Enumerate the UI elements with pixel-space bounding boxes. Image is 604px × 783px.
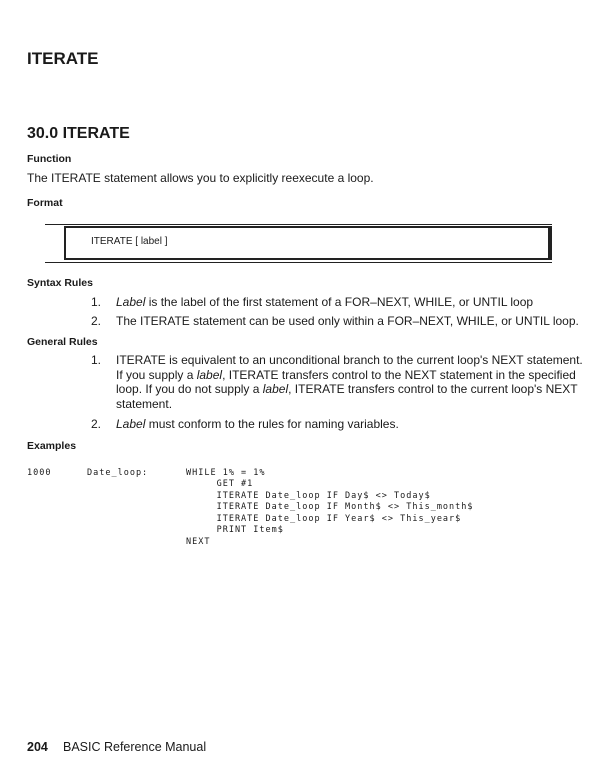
- item-number: 1.: [91, 295, 102, 309]
- function-heading: Function: [27, 153, 72, 165]
- rule-text: must conform to the rules for naming variables.: [145, 417, 399, 431]
- manual-title: BASIC Reference Manual: [62, 740, 207, 754]
- example-loop-label: Date_loop:: [87, 467, 149, 478]
- footer: [27, 740, 206, 755]
- label-word: Label: [116, 295, 146, 309]
- page-number: 204: [27, 740, 48, 754]
- item-number: 1.: [91, 353, 102, 367]
- example-line-number: 1000: [27, 467, 52, 478]
- syntax-rule-2: [91, 313, 586, 329]
- syntax-rules-heading: Syntax Rules: [27, 277, 93, 289]
- format-heading: Format: [27, 197, 63, 209]
- example-block: [27, 468, 586, 558]
- section-title: 30.0 ITERATE: [27, 125, 130, 142]
- rule-text: The ITERATE statement can be used only within a FOR–NEXT, WHILE, or UNTIL loop.: [116, 313, 579, 328]
- item-number: 2.: [91, 313, 102, 328]
- rule-text: ITERATE is equivalent to an unconditional branch to the current loop's NEXT statement. If you supply a: [116, 353, 583, 382]
- function-text: The ITERATE statement allows you to explicitly reexecute a loop.: [27, 171, 374, 185]
- label-word: label: [196, 367, 223, 382]
- general-rules-heading: General Rules: [27, 336, 98, 348]
- format-syntax: ITERATE [ label ]: [91, 236, 168, 247]
- rule-text: is the label of the first statement of a FOR–NEXT, WHILE, or UNTIL loop: [145, 295, 534, 309]
- examples-heading: Examples: [27, 439, 77, 452]
- label-word: label: [262, 382, 289, 396]
- syntax-rule-1: [91, 295, 586, 310]
- format-box: [64, 226, 552, 260]
- rule-text: , ITERATE transfers control to the NEXT statement in the specified loop. If you do not supply a: [116, 367, 576, 396]
- example-code: WHILE 1% = 1% GET #1 ITERATE Date_loop IF Day$ <> Today$ ITERATE Date_loop IF Month$ <> This_month$ ITERATE Date_loop IF Year$ <> This_year$ PRINT Item$ NEXT: [186, 467, 474, 548]
- format-box-rules: [45, 224, 552, 263]
- general-rule-2: [91, 417, 586, 432]
- label-word: Label: [116, 417, 146, 431]
- general-rule-1: [91, 353, 586, 411]
- item-number: 2.: [91, 417, 102, 431]
- rule-text: , ITERATE transfers control to the current loop's NEXT statement.: [116, 382, 578, 411]
- running-head: ITERATE: [27, 49, 99, 68]
